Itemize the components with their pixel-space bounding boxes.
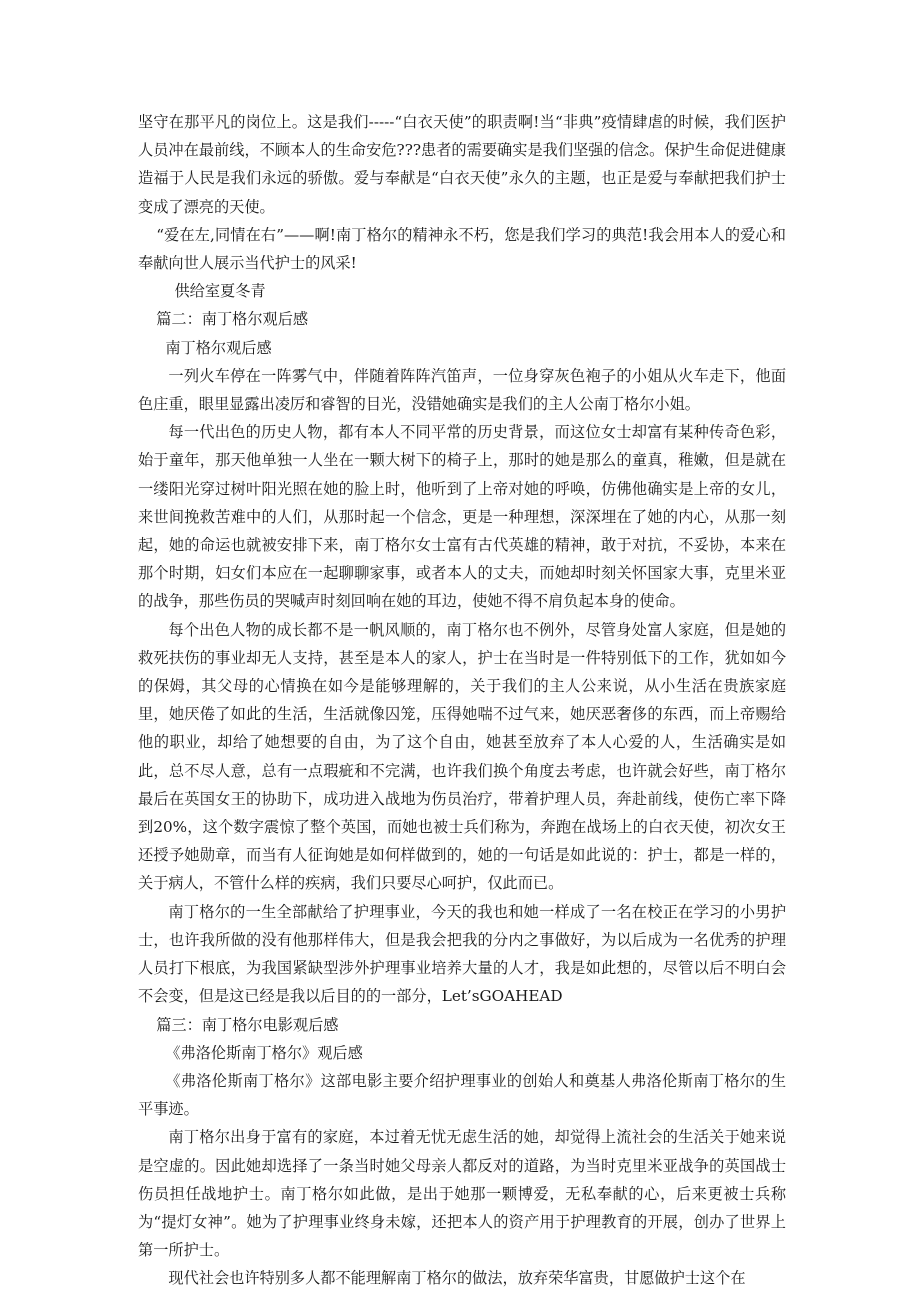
paragraph-continuation: 坚守在那平凡的岗位上。这是我们-----“白衣天使”的职责啊!当“非典”疫情肆虐的时候，我们医护人员冲在最前线，不顾本人的生命安危???患者的需要确实是我们坚强的信念。保护生命促进健康造福于人民是我们永远的骄傲。爱与奉献是“白衣天使”永久的主题，也正是爱与奉献把我们护士变成了漂亮的天使。 (138, 113, 786, 216)
paragraph: 现代社会也许特别多人都不能理解南丁格尔的做法，放弃荣华富贵，甘愿做护士这个在 (168, 1269, 746, 1288)
paragraph: 一列火车停在一阵雾气中，伴随着阵阵汽笛声，一位身穿灰色袍子的小姐从火车走下，他面色庄重，眼里显露出凌厉和睿智的目光，没错她确实是我们的主人公南丁格尔小姐。 (138, 366, 786, 414)
paragraph: 每一代出色的历史人物，都有本人不同平常的历史背景，而这位女士却富有某种传奇色彩，始于童年，那天他单独一人坐在一颗大树下的椅子上，那时的她是那么的童真，稚嫩，但是就在一缕阳光穿过树叶阳光照在她的脸上时，他听到了上帝对她的呼唤，仿佛他确实是上帝的女儿，来世间挽救苦难中的人们，从那时起一个信念，更是一种理想，深深埋在了她的内心，从那一刻起，她的命运也就被安排下来，南丁格尔女士富有古代英雄的精神，敢于对抗，不妥协，本来在那个时期，妇女们本应在一起聊聊家事，或者本人的丈夫，而她却时刻关怀国家大事，克里米亚的战争，那些伤员的哭喊声时刻回响在她的耳边，使她不得不肩负起本身的使命。 (138, 423, 786, 611)
paragraph: 每个出色人物的成长都不是一帆风顺的，南丁格尔也不例外，尽管身处富人家庭，但是她的救死扶伤的事业却无人支持，甚至是本人的家人，护士在当时是一件特别低下的工作，犹如如今的保姆，其父母的心情换在如今是能够理解的，关于我们的主人公来说，从小生活在贵族家庭里，她厌倦了如此的生活，生活就像囚笼，压得她喘不过气来，她厌恶奢侈的东西，而上帝赐给他的职业，却给了她想要的自由，为了这个自由，她甚至放弃了本人心爱的人，生活确实是如此，总不尽人意，总有一点瑕疵和不完满，也许我们换个角度去考虑，也许就会好些，南丁格尔最后在英国女王的协助下，成功进入战地为伤员治疗，带着护理人员，奔赴前线，使伤亡率下降到20%，这个数字震惊了整个英国，而她也被士兵们称为，奔跑在战场上的白衣天使，初次女王还授予她勋章，而当有人征询她是如何样做到的，她的一句话是如此说的：护士，都是一样的，关于病人，不管什么样的疾病，我们只要尽心呵护，仅此而已。 (138, 620, 786, 893)
author-signature: 供给室夏冬青 (174, 282, 266, 301)
section-heading-3: 篇三：南丁格尔电影观后感 (156, 1015, 339, 1034)
document-page (138, 108, 786, 1293)
section-subtitle-3: 《弗洛伦斯南丁格尔》观后感 (165, 1043, 363, 1062)
section-heading-2: 篇二：南丁格尔观后感 (156, 310, 309, 329)
paragraph: 南丁格尔的一生全部献给了护理事业，今天的我也和她一样成了一名在校正在学习的小男护士，也许我所做的没有他那样伟大，但是我会把我的分内之事做好，为以后成为一名优秀的护理人员打下根底，为我国紧缺型涉外护理事业培养大量的人才，我是如此想的，尽管以后不明白会不会变，但是这已经是我以后目的的一部分，Let’sGOAHEAD (138, 902, 786, 1006)
paragraph: 《弗洛伦斯南丁格尔》这部电影主要介绍护理事业的创始人和奠基人弗洛伦斯南丁格尔的生平事迹。 (138, 1071, 786, 1119)
section-subtitle-2: 南丁格尔观后感 (165, 338, 272, 357)
paragraph: 南丁格尔出身于富有的家庭，本过着无忧无虑生活的她，却觉得上流社会的生活关于她来说是空虚的。因此她却选择了一条当时她父母亲人都反对的道路，为当时克里米亚战争的英国战士伤员担任战地护士。南丁格尔如此做，是出于她那一颗博爱，无私奉献的心，后来更被士兵称为“提灯女神”。她为了护理事业终身未嫁，还把本人的资产用于护理教育的开展，创办了世界上第一所护士。 (138, 1128, 786, 1260)
paragraph-quote: “爱在左,同情在右”——啊!南丁格尔的精神永不朽，您是我们学习的典范!我会用本人的爱心和奉献向世人展示当代护士的风采! (138, 225, 786, 273)
